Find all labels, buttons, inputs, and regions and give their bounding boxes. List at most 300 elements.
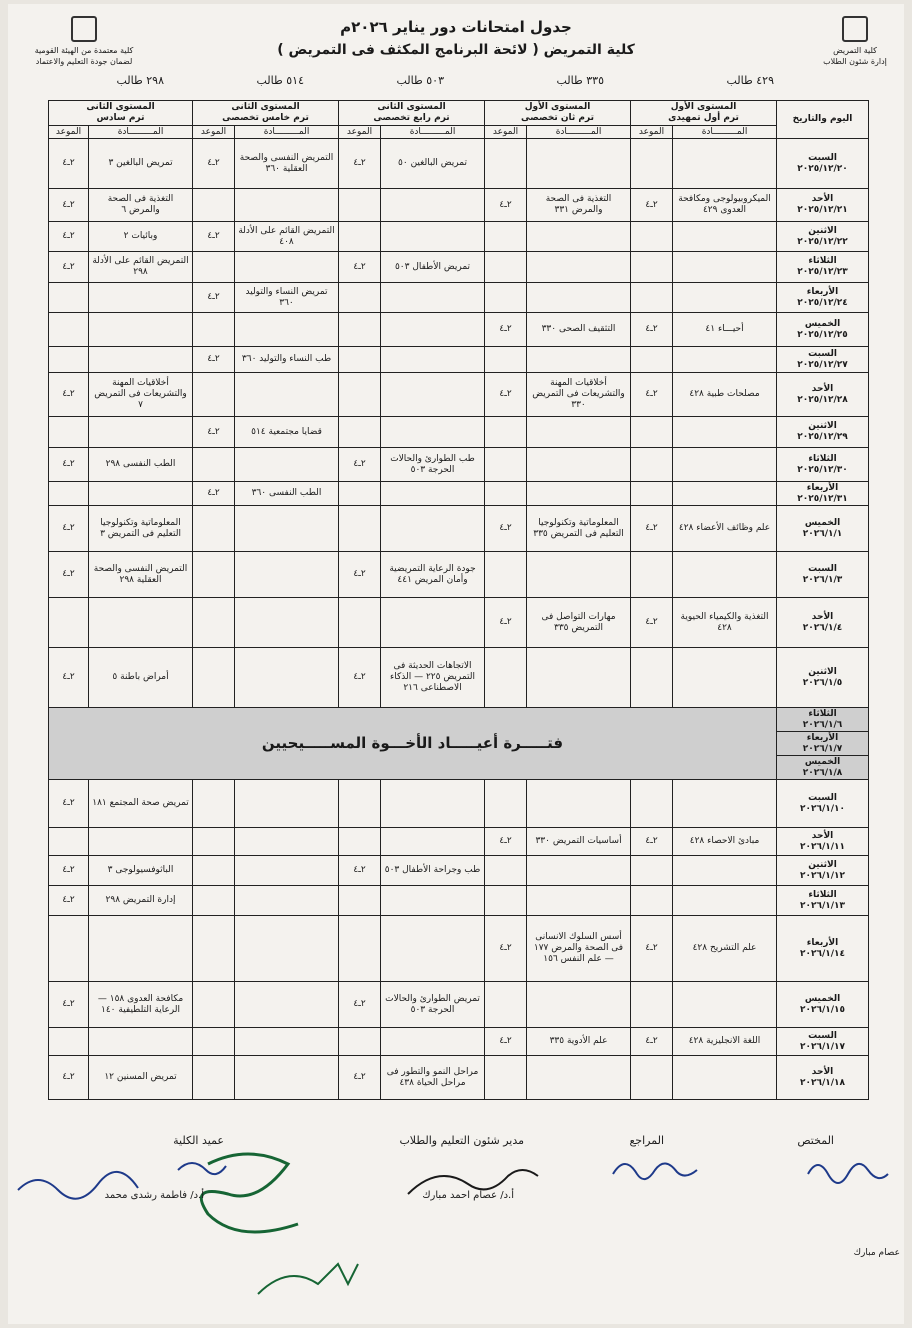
time-header: الموعد xyxy=(631,126,673,139)
exam-time xyxy=(339,347,381,373)
handwritten-signatures xyxy=(8,1144,904,1324)
reviewer-title: المراجع xyxy=(629,1134,664,1147)
exam-subject: المعلوماتية وتكنولوجيا التعليم فى التمريض ٣ xyxy=(89,506,193,552)
exam-time xyxy=(339,313,381,347)
exam-date: ٢٠٢٦/١/٨ xyxy=(802,767,843,778)
exam-subject: تمريض البالغين ٥٠ xyxy=(381,139,485,189)
day-name: السبت xyxy=(808,348,837,359)
exam-time xyxy=(49,417,89,448)
exam-time xyxy=(631,886,673,916)
exam-time xyxy=(339,283,381,313)
table-row xyxy=(49,417,869,448)
exam-date: ٢٠٢٥/١٢/٢٥ xyxy=(797,329,848,340)
exam-subject xyxy=(527,448,631,482)
day-date-cell xyxy=(777,732,869,756)
table-row xyxy=(49,648,869,708)
exam-time: ٢ـ٤ xyxy=(485,828,527,856)
exam-subject xyxy=(527,417,631,448)
exam-subject xyxy=(673,886,777,916)
exam-time: ٢ـ٤ xyxy=(49,552,89,598)
exam-subject: أخلاقيات المهنة والتشريعات فى التمريض ٧ xyxy=(89,373,193,417)
exam-subject xyxy=(381,780,485,828)
exam-subject: قضايا مجتمعية ٥١٤ xyxy=(235,417,339,448)
exam-time: ٢ـ٤ xyxy=(193,222,235,252)
exam-subject: أحيـــاء ٤١ xyxy=(673,313,777,347)
exam-subject xyxy=(89,598,193,648)
exam-subject: طب وجراحة الأطفال ٥٠٣ xyxy=(381,856,485,886)
exam-date: ٢٠٢٦/١/١٨ xyxy=(800,1077,846,1088)
exam-time: ٢ـ٤ xyxy=(631,506,673,552)
exam-subject xyxy=(381,828,485,856)
exam-subject: المعلوماتية وتكنولوجيا التعليم فى التمريض ٣٣٥ xyxy=(527,506,631,552)
exam-subject: تمريض الأطفال ٥٠٣ xyxy=(381,252,485,283)
exam-time: ٢ـ٤ xyxy=(193,139,235,189)
exam-time xyxy=(485,417,527,448)
exam-date: ٢٠٢٥/١٢/٢٠ xyxy=(797,163,848,174)
table-row xyxy=(49,482,869,506)
exam-time: ٢ـ٤ xyxy=(49,222,89,252)
day-name: الاثنين xyxy=(808,421,837,431)
day-name: الأحد xyxy=(811,194,834,204)
day-name: السبت xyxy=(808,792,837,803)
exam-time: ٢ـ٤ xyxy=(49,506,89,552)
table-row xyxy=(49,347,869,373)
exam-subject: علم وظائف الأعضاء ٤٢٨ xyxy=(673,506,777,552)
exam-time: ٢ـ٤ xyxy=(49,780,89,828)
level-header-3: المستوى الثانى ترم رابع تخصصى xyxy=(339,101,485,126)
exam-subject xyxy=(527,139,631,189)
exam-time: ٢ـ٤ xyxy=(49,139,89,189)
right-dept-text: إدارة شئون الطلاب xyxy=(823,57,887,66)
exam-subject xyxy=(381,417,485,448)
exam-subject: طب الطوارئ والحالات الحرجة ٥٠٣ xyxy=(381,448,485,482)
exam-subject xyxy=(235,780,339,828)
exam-time: ٢ـ٤ xyxy=(339,1056,381,1100)
exam-date: ٢٠٢٦/١/٣ xyxy=(802,574,843,585)
day-date-cell xyxy=(777,886,869,916)
exam-date: ٢٠٢٦/١/٤ xyxy=(802,622,843,633)
day-date-cell xyxy=(777,856,869,886)
dean-title: عميد الكلية xyxy=(173,1134,224,1147)
exam-subject xyxy=(381,347,485,373)
exam-subject xyxy=(673,222,777,252)
exam-subject xyxy=(673,982,777,1028)
exam-subject: التمريض القائم على الأدلة ٢٩٨ xyxy=(89,252,193,283)
exam-time xyxy=(49,1028,89,1056)
day-date-cell xyxy=(777,552,869,598)
stamp-name: عصام مبارك xyxy=(853,1248,900,1258)
exam-time xyxy=(339,780,381,828)
table-row xyxy=(49,448,869,482)
exam-date: ٢٠٢٦/١/١٢ xyxy=(800,870,846,881)
dean-name: أ.د/ فاطمة رشدى محمد xyxy=(104,1190,204,1201)
table-row xyxy=(49,189,869,222)
exam-time xyxy=(631,222,673,252)
day-date-cell xyxy=(777,189,869,222)
exam-subject xyxy=(673,780,777,828)
exam-subject xyxy=(89,916,193,982)
day-name: السبت xyxy=(808,152,837,163)
day-date-cell xyxy=(777,828,869,856)
exam-time: ٢ـ٤ xyxy=(339,139,381,189)
table-row xyxy=(49,982,869,1028)
day-name: الثلاثاء xyxy=(808,889,837,900)
exam-subject xyxy=(381,886,485,916)
left-logo-text-2: لضمان جودة التعليم والاعتماد xyxy=(35,57,133,66)
exam-time xyxy=(193,598,235,648)
exam-subject xyxy=(235,1056,339,1100)
exam-subject xyxy=(673,417,777,448)
exam-subject xyxy=(381,283,485,313)
exam-subject xyxy=(673,139,777,189)
exam-subject: علم التشريح ٤٢٨ xyxy=(673,916,777,982)
exam-time xyxy=(49,916,89,982)
day-date-cell xyxy=(777,448,869,482)
exam-time xyxy=(339,916,381,982)
time-header: الموعد xyxy=(339,126,381,139)
table-row xyxy=(49,886,869,916)
exam-subject: جودة الرعاية التمريضية وأمان المريض ٤٤١ xyxy=(381,552,485,598)
exam-subject xyxy=(89,347,193,373)
exam-date: ٢٠٢٥/١٢/٢١ xyxy=(797,205,848,215)
exam-subject: الطب النفسى ٣٦٠ xyxy=(235,482,339,506)
exam-time xyxy=(631,448,673,482)
exam-subject xyxy=(381,916,485,982)
exam-subject: طب النساء والتوليد ٣٦٠ xyxy=(235,347,339,373)
exam-time: ٢ـ٤ xyxy=(485,373,527,417)
exam-time xyxy=(193,828,235,856)
exam-time xyxy=(193,506,235,552)
exam-subject: وبائيات ٢ xyxy=(89,222,193,252)
table-row xyxy=(49,222,869,252)
exam-subject xyxy=(89,482,193,506)
day-name: الأحد xyxy=(811,611,834,622)
exam-date: ٢٠٢٦/١/١١ xyxy=(800,841,846,852)
exam-date: ٢٠٢٦/١/١٠ xyxy=(800,803,846,814)
exam-subject xyxy=(527,856,631,886)
exam-date: ٢٠٢٦/١/١٧ xyxy=(800,1041,846,1052)
exam-time: ٢ـ٤ xyxy=(339,448,381,482)
day-date-cell xyxy=(777,648,869,708)
day-date-cell xyxy=(777,222,869,252)
day-name: الثلاثاء xyxy=(808,708,837,719)
day-name: الأربعاء xyxy=(806,937,839,948)
exam-subject xyxy=(527,482,631,506)
exam-subject xyxy=(235,886,339,916)
exam-date: ٢٠٢٥/١٢/٢٩ xyxy=(797,432,848,442)
exam-date: ٢٠٢٥/١٢/٢٨ xyxy=(797,394,848,405)
day-date-cell xyxy=(777,347,869,373)
table-row xyxy=(49,506,869,552)
exam-time: ٢ـ٤ xyxy=(49,1056,89,1100)
count-level-2: ٣٣٥ طالب xyxy=(556,74,604,87)
time-header: الموعد xyxy=(485,126,527,139)
exam-subject xyxy=(673,283,777,313)
left-logo-text-1: كلية معتمدة من الهيئة القومية xyxy=(34,46,134,55)
exam-time: ٢ـ٤ xyxy=(339,856,381,886)
day-name: الأربعاء xyxy=(806,286,839,297)
exam-time: ٢ـ٤ xyxy=(631,916,673,982)
exam-time xyxy=(485,780,527,828)
exam-date: ٢٠٢٥/١٢/٢٤ xyxy=(797,297,848,308)
exam-subject: تمريض الطوارئ والحالات الحرجة ٥٠٣ xyxy=(381,982,485,1028)
exam-subject: إدارة التمريض ٢٩٨ xyxy=(89,886,193,916)
exam-date: ٢٠٢٥/١٢/٢٧ xyxy=(797,359,848,370)
exam-subject: مصلحات طبية ٤٢٨ xyxy=(673,373,777,417)
exam-subject: التمريض النفسى والصحة العقلية ٣٦٠ xyxy=(235,139,339,189)
count-level-1: ٤٢٩ طالب xyxy=(726,74,774,87)
exam-subject xyxy=(527,347,631,373)
exam-subject xyxy=(673,648,777,708)
day-name: الخميس xyxy=(804,993,841,1004)
day-date-cell xyxy=(777,756,869,780)
exam-time xyxy=(49,598,89,648)
exam-subject: التغذية والكيمياء الحيوية ٤٢٨ xyxy=(673,598,777,648)
day-date-cell xyxy=(777,598,869,648)
exam-time: ٢ـ٤ xyxy=(49,373,89,417)
exam-time: ٢ـ٤ xyxy=(485,313,527,347)
exam-time: ٢ـ٤ xyxy=(49,189,89,222)
exam-time: ٢ـ٤ xyxy=(631,313,673,347)
exam-subject xyxy=(527,252,631,283)
exam-subject: التثقيف الصحى ٣٣٠ xyxy=(527,313,631,347)
exam-time xyxy=(339,1028,381,1056)
level-header-2: المستوى الأول ترم ثان تخصصى xyxy=(485,101,631,126)
exam-subject: مبادئ الاحصاء ٤٢٨ xyxy=(673,828,777,856)
subject-header: المـــــــــادة xyxy=(381,126,485,139)
table-row xyxy=(49,313,869,347)
table-row xyxy=(49,373,869,417)
exam-subject: التمريض القائم على الأدلة ٤٠٨ xyxy=(235,222,339,252)
exam-time xyxy=(49,828,89,856)
exam-time: ٢ـ٤ xyxy=(631,373,673,417)
exam-date: ٢٠٢٥/١٢/٢٢ xyxy=(797,236,848,247)
exam-time xyxy=(631,780,673,828)
exam-subject xyxy=(235,373,339,417)
exam-time: ٢ـ٤ xyxy=(339,252,381,283)
subject-header: المـــــــــادة xyxy=(527,126,631,139)
day-date-cell xyxy=(777,252,869,283)
student-counts xyxy=(8,74,904,90)
exam-subject: التغذية فى الصحة والمرض ٦ xyxy=(89,189,193,222)
page-title: جدول امتحانات دور يناير ٢٠٢٦م xyxy=(340,18,572,36)
day-name: الأحد xyxy=(811,383,834,394)
exam-date: ٢٠٢٦/١/١٣ xyxy=(800,900,846,911)
specialist-title: المختص xyxy=(797,1134,834,1147)
day-name: الأحد xyxy=(811,830,834,841)
exam-subject: أمراض باطنة ٥ xyxy=(89,648,193,708)
exam-subject xyxy=(381,313,485,347)
exam-time: ٢ـ٤ xyxy=(485,598,527,648)
exam-time xyxy=(485,648,527,708)
exam-time xyxy=(193,448,235,482)
table-row xyxy=(49,552,869,598)
exam-time xyxy=(49,313,89,347)
exam-subject: تمريض البالغين ٣ xyxy=(89,139,193,189)
exam-subject xyxy=(381,598,485,648)
exam-subject xyxy=(527,780,631,828)
exam-time xyxy=(339,886,381,916)
exam-subject xyxy=(89,417,193,448)
exam-subject xyxy=(89,1028,193,1056)
manager-title: مدير شئون التعليم والطلاب xyxy=(399,1134,524,1147)
exam-date: ٢٠٢٦/١/٥ xyxy=(802,677,843,688)
exam-time xyxy=(193,856,235,886)
exam-time xyxy=(631,417,673,448)
table-row xyxy=(49,856,869,886)
day-name: الثلاثاء xyxy=(808,453,837,464)
day-name: الخميس xyxy=(804,318,841,329)
day-date-cell xyxy=(777,373,869,417)
exam-time xyxy=(485,139,527,189)
exam-time: ٢ـ٤ xyxy=(49,448,89,482)
exam-time xyxy=(49,347,89,373)
exam-subject: الباثوفسيولوجى ٣ xyxy=(89,856,193,886)
exam-time xyxy=(193,1056,235,1100)
exam-subject xyxy=(235,313,339,347)
exam-time: ٢ـ٤ xyxy=(49,856,89,886)
day-name: الأربعاء xyxy=(806,732,839,743)
exam-subject: مراحل النمو والتطور فى مراحل الحياة ٤٣٨ xyxy=(381,1056,485,1100)
exam-time: ٢ـ٤ xyxy=(193,347,235,373)
exam-time xyxy=(631,139,673,189)
exam-subject xyxy=(235,552,339,598)
exam-date: ٢٠٢٦/١/١ xyxy=(802,528,843,539)
exam-time xyxy=(193,189,235,222)
exam-subject xyxy=(673,347,777,373)
exam-time xyxy=(631,347,673,373)
table-row xyxy=(49,252,869,283)
exam-subject xyxy=(235,189,339,222)
exam-subject: أخلاقيات المهنة والتشريعات فى التمريض ٣٣٠ xyxy=(527,373,631,417)
exam-time xyxy=(485,347,527,373)
day-date-cell xyxy=(777,982,869,1028)
exam-subject: التمريض النفسى والصحة العقلية ٢٩٨ xyxy=(89,552,193,598)
exam-date: ٢٠٢٥/١٢/٢٣ xyxy=(797,267,848,277)
exam-time: ٢ـ٤ xyxy=(49,252,89,283)
page-subtitle: كلية التمريض ( لائحة البرنامج المكثف فى التمريض ) xyxy=(277,42,635,58)
exam-subject: التغذية فى الصحة والمرض ٣٣١ xyxy=(527,189,631,222)
exam-date: ٢٠٢٥/١٢/٣٠ xyxy=(797,464,848,475)
day-name: الأحد xyxy=(811,1066,834,1077)
level-header-1: المستوى الأول ترم أول تمهيدى xyxy=(631,101,777,126)
count-level-4: ٥١٤ طالب xyxy=(256,74,304,87)
exam-subject: اللغة الانجليزية ٤٢٨ xyxy=(673,1028,777,1056)
day-date-cell xyxy=(777,1056,869,1100)
exam-subject xyxy=(527,552,631,598)
exam-date: ٢٠٢٦/١/٧ xyxy=(802,743,843,754)
exam-time: ٢ـ٤ xyxy=(631,598,673,648)
table-row xyxy=(49,780,869,828)
exam-time: ٢ـ٤ xyxy=(631,1028,673,1056)
exam-subject xyxy=(527,886,631,916)
exam-subject xyxy=(381,506,485,552)
exam-subject xyxy=(673,552,777,598)
exam-time: ٢ـ٤ xyxy=(49,648,89,708)
exam-time: ٢ـ٤ xyxy=(485,1028,527,1056)
exam-time xyxy=(193,780,235,828)
count-level-3: ٥٠٣ طالب xyxy=(396,74,444,87)
exam-time xyxy=(485,222,527,252)
exam-subject xyxy=(527,1056,631,1100)
exam-subject: الميكروبيولوجى ومكافحة العدوى ٤٢٩ xyxy=(673,189,777,222)
exam-subject: أسس السلوك الانسانى فى الصحة والمرض ١٧٧ — علم النفس ١٥٦ xyxy=(527,916,631,982)
exam-subject: تمريض النساء والتوليد ٣٦٠ xyxy=(235,283,339,313)
exam-subject xyxy=(235,448,339,482)
exam-time: ٢ـ٤ xyxy=(485,506,527,552)
exam-subject xyxy=(89,283,193,313)
exam-time xyxy=(49,283,89,313)
day-name: الثلاثاء xyxy=(808,256,837,266)
exam-subject xyxy=(235,856,339,886)
table-row xyxy=(49,916,869,982)
exam-time xyxy=(631,982,673,1028)
exam-date: ٢٠٢٦/١/٦ xyxy=(802,719,843,730)
day-date-cell xyxy=(777,283,869,313)
exam-time xyxy=(485,448,527,482)
table-row xyxy=(49,598,869,648)
exam-subject xyxy=(235,252,339,283)
exam-subject xyxy=(235,828,339,856)
exam-subject xyxy=(235,648,339,708)
table-row xyxy=(49,1028,869,1056)
exam-subject xyxy=(381,482,485,506)
day-date-cell xyxy=(777,1028,869,1056)
exam-time: ٢ـ٤ xyxy=(49,982,89,1028)
exam-time xyxy=(339,482,381,506)
day-name: الاثنين xyxy=(808,225,837,236)
day-date-cell xyxy=(777,780,869,828)
exam-subject: علم الأدوية ٣٣٥ xyxy=(527,1028,631,1056)
exam-time xyxy=(339,417,381,448)
table-row xyxy=(49,283,869,313)
exam-time xyxy=(193,252,235,283)
exam-subject xyxy=(89,828,193,856)
time-header: الموعد xyxy=(49,126,89,139)
day-name: السبت xyxy=(808,563,837,574)
holiday-row xyxy=(49,708,869,732)
manager-name: أ.د/ عصام احمد مبارك xyxy=(422,1190,514,1201)
day-date-cell xyxy=(777,916,869,982)
exam-time xyxy=(631,482,673,506)
exam-subject xyxy=(673,482,777,506)
day-date-cell xyxy=(777,482,869,506)
subject-header: المـــــــــادة xyxy=(89,126,193,139)
exam-time xyxy=(631,252,673,283)
exam-time xyxy=(339,506,381,552)
document-header xyxy=(8,4,904,100)
exam-time xyxy=(49,482,89,506)
exam-time: ٢ـ٤ xyxy=(485,916,527,982)
exam-subject: مكافحة العدوى ١٥٨ — الرعاية التلطيفية ١٤٠ xyxy=(89,982,193,1028)
exam-subject xyxy=(235,1028,339,1056)
exam-time xyxy=(193,982,235,1028)
exam-time xyxy=(193,1028,235,1056)
exam-time xyxy=(485,982,527,1028)
exam-time xyxy=(485,886,527,916)
exam-time: ٢ـ٤ xyxy=(193,482,235,506)
time-header: الموعد xyxy=(193,126,235,139)
exam-time xyxy=(631,283,673,313)
subject-header: المـــــــــادة xyxy=(673,126,777,139)
exam-subject xyxy=(235,916,339,982)
exam-subject: تمريض صحة المجتمع ١٨١ xyxy=(89,780,193,828)
day-date-cell xyxy=(777,313,869,347)
day-name: الاثنين xyxy=(808,859,837,870)
exam-subject xyxy=(381,222,485,252)
count-level-5: ٢٩٨ طالب xyxy=(116,74,164,87)
exam-time xyxy=(339,828,381,856)
